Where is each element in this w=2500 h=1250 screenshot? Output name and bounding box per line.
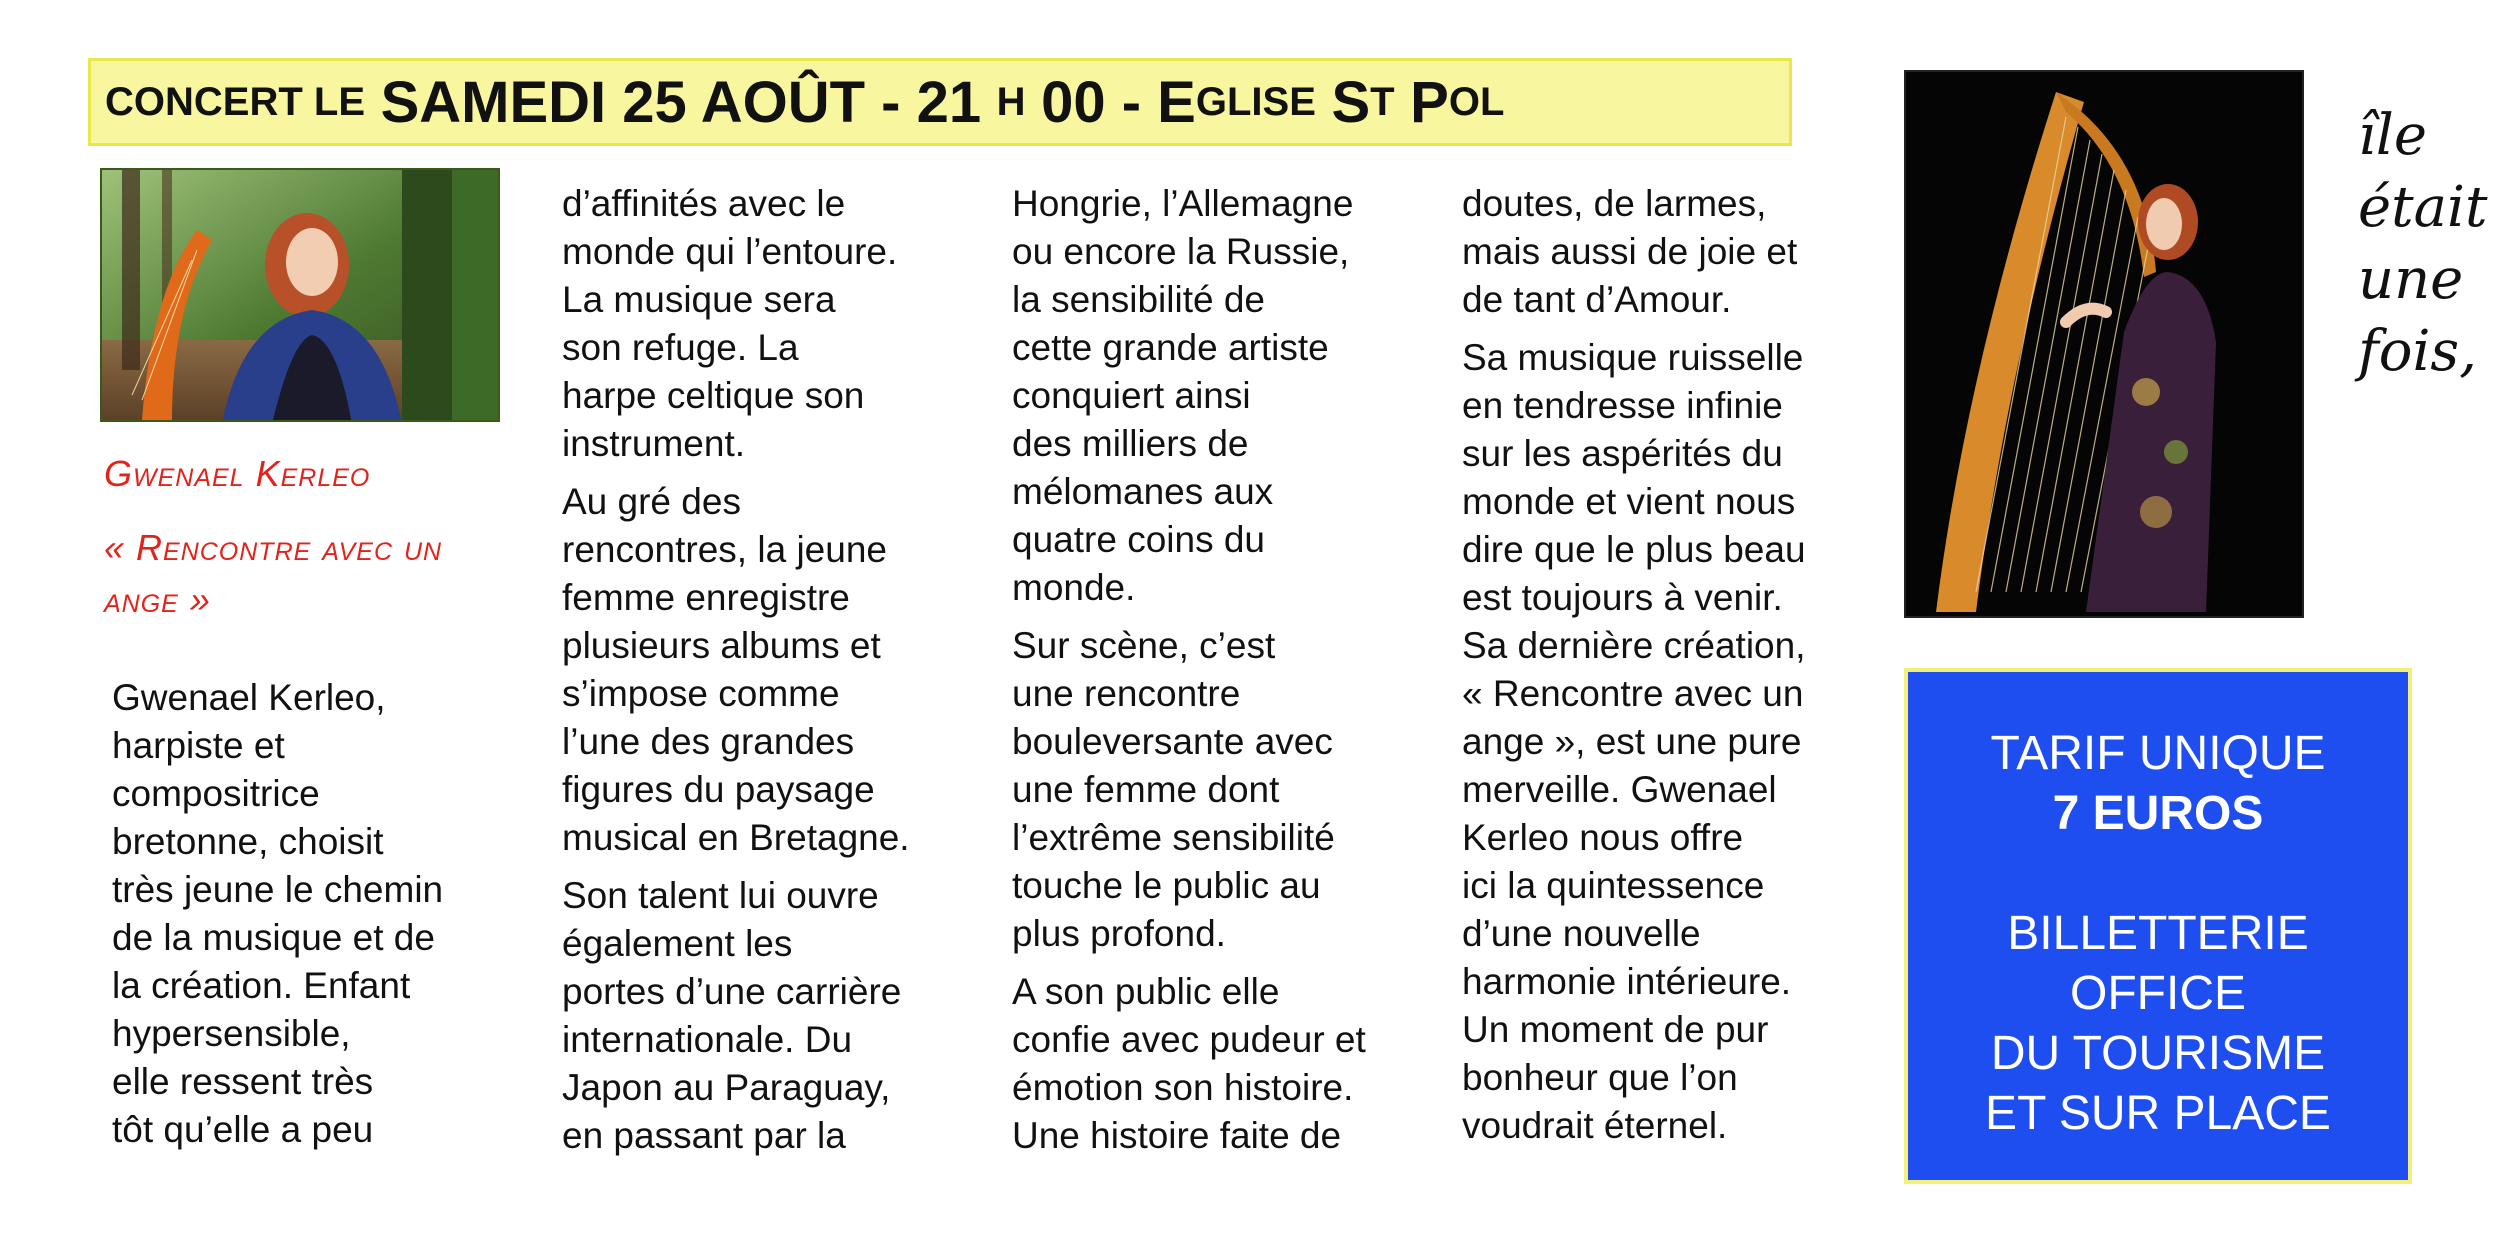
header-prefix: CONCERT LE <box>105 79 365 124</box>
album-title-line2: ange » <box>104 579 211 620</box>
ticketing-line3: DU TOURISME <box>1990 1027 2326 1080</box>
price-value: 7 EUROS <box>2052 787 2264 840</box>
header-venue-d: P <box>1410 69 1449 135</box>
harpist-photo <box>1904 70 2304 618</box>
handwritten-caption: île était une fois, <box>2358 103 2488 384</box>
article-paragraph: A son public elle confie avec pudeur et émotion son histoire. Une histoire faite de <box>1012 971 1366 1156</box>
article-column-2 <box>562 180 982 1170</box>
article-paragraph: Gwenael Kerleo, harpiste et compositrice bretonne, choisit très jeune le chemin de la musique et de la création. Enfant hypersensible, elle ressent très tôt qu’elle a peu <box>112 677 444 1150</box>
ticket-price-box <box>1904 668 2412 1184</box>
article-paragraph: Hongrie, l’Allemagne ou encore la Russie, la sensibilité de cette grande artiste conquiert ainsi des milliers de mélomanes aux quatre coins du monde. <box>1012 183 1354 608</box>
ticketing-line2: OFFICE <box>2070 967 2246 1020</box>
artist-forest-photo <box>100 168 500 422</box>
article-paragraph: Au gré des rencontres, la jeune femme enregistre plusieurs albums et s’impose comme l’une des grandes figures du paysage musical en Bretagne. <box>562 481 910 858</box>
article-paragraph: Sur scène, c’est une rencontre bouleversante avec une femme dont l’extrême sensibilité touche le public au plus profond. <box>1012 625 1335 954</box>
artist-name: Gwenael Kerleo <box>104 453 371 494</box>
price-label: TARIF UNIQUE <box>1990 727 2326 780</box>
header-hour-unit: H <box>996 79 1026 124</box>
article-column-1 <box>112 674 512 1164</box>
concert-header <box>88 58 1792 146</box>
article-paragraph: Sa musique ruisselle en tendresse infinie sur les aspérités du monde et vient nous dire que le plus beau est toujours à venir. Sa dernière création, « Rencontre avec un ange », est une pure merveille. Gwenael Kerleo nous offre ici la quintessence d’une nouvelle harmonie intérieure. Un moment de pur bonheur que l’on voudrait éternel. <box>1462 337 1806 1146</box>
header-venue-c: T <box>1370 79 1395 124</box>
ticketing-line4: ET SUR PLACE <box>1985 1087 2331 1140</box>
article-column-4 <box>1462 180 1882 1160</box>
header-venue-a: GLISE <box>1195 79 1316 124</box>
article-paragraph: doutes, de larmes, mais aussi de joie et de tant d’Amour. <box>1462 183 1798 320</box>
article-paragraph: d’affinités avec le monde qui l’entoure. La musique sera son refuge. La harpe celtique son instrument. <box>562 183 898 464</box>
header-date: SAMEDI 25 AOÛT - 21 <box>380 69 982 135</box>
album-title-line1: « Rencontre avec un <box>104 527 443 568</box>
artist-forest-photo-illustration <box>102 170 500 422</box>
harpist-photo-illustration <box>1906 72 2304 618</box>
header-venue-b: S <box>1331 69 1371 135</box>
ticketing-line1: BILLETTERIE <box>2007 907 2309 960</box>
header-time: 00 - E <box>1041 69 1196 135</box>
article-paragraph: Son talent lui ouvre également les portes d’une carrière internationale. Du Japon au Paraguay, en passant par la <box>562 875 902 1156</box>
article-column-3 <box>1012 180 1432 1170</box>
header-venue-e: OL <box>1448 79 1505 124</box>
